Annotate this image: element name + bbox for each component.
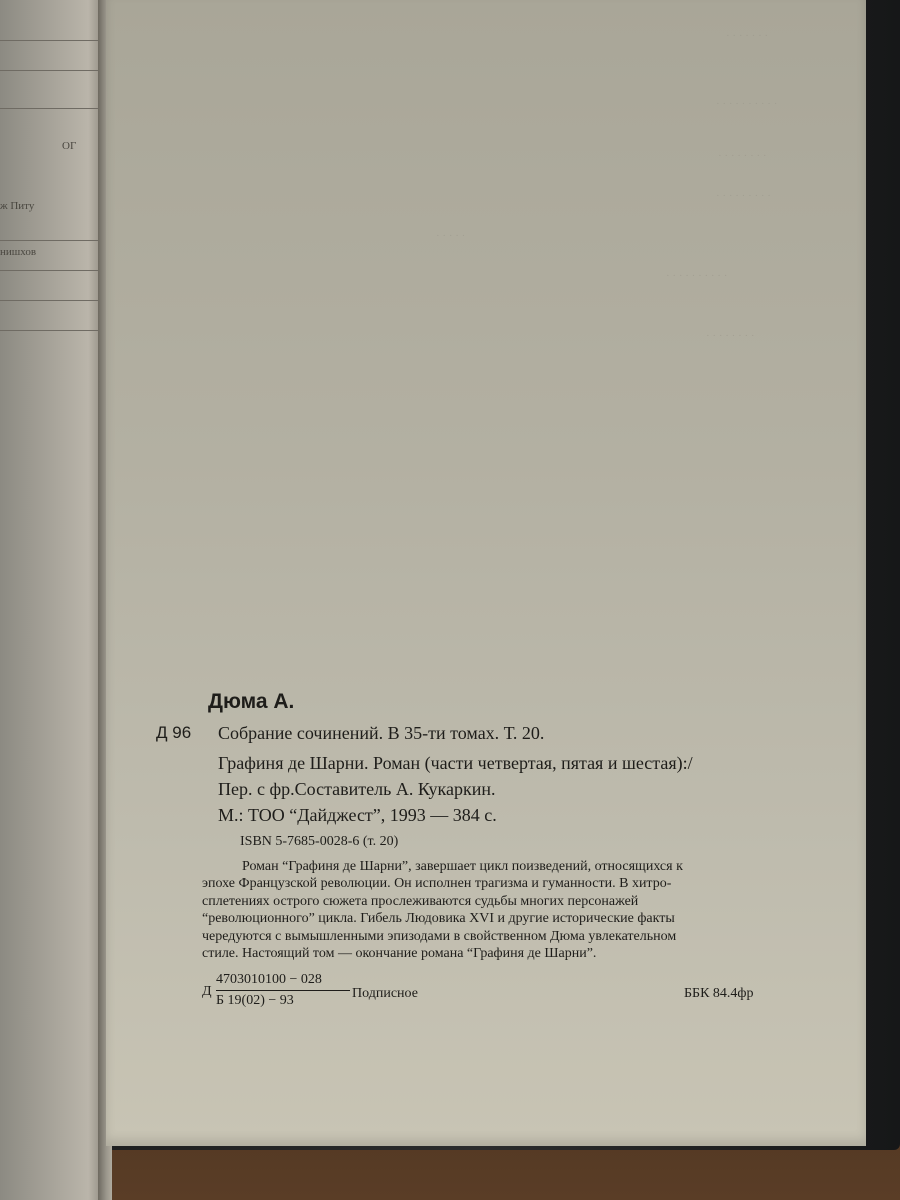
bleed-through-text: · · · · · · · bbox=[726, 30, 769, 42]
fraction-bar bbox=[216, 990, 350, 991]
bibliographic-line: Пер. с фр.Составитель А. Кукаркин. bbox=[218, 779, 496, 799]
abstract-line: сплетениях острого сюжета прослеживаются судьбы многих персонажей bbox=[202, 893, 639, 909]
subscription-label: Подписное bbox=[352, 986, 418, 1001]
page-rule bbox=[0, 70, 104, 71]
bibliographic-line: М.: ТОО “Дайджест”, 1993 — 384 с. bbox=[218, 805, 497, 825]
left-page-fragment: ж Питу bbox=[0, 200, 35, 212]
page-rule bbox=[0, 240, 104, 241]
page-rule bbox=[0, 40, 104, 41]
page-rule bbox=[0, 330, 104, 331]
bleed-through-text: · · · · · bbox=[436, 230, 466, 242]
abstract-line: эпохе Французской революции. Он исполнен трагизма и гуманности. В хитро- bbox=[202, 876, 672, 892]
abstract-line: “революционного” цикла. Гибель Людовика XVI и другие исторические факты bbox=[202, 911, 675, 927]
page-rule bbox=[0, 108, 104, 109]
copyright-page bbox=[106, 0, 866, 1146]
isbn: ISBN 5-7685-0028-6 (т. 20) bbox=[240, 834, 399, 849]
bibliographic-line: Собрание сочинений. В 35-ти томах. Т. 20. bbox=[218, 723, 545, 743]
left-page-fragment: нишхов bbox=[0, 246, 37, 258]
abstract-line: чередуются с вымышленными эпизодами в свойственном Дюма увлекательном bbox=[202, 928, 677, 944]
author-name: Дюма А. bbox=[208, 690, 295, 713]
bbk-code: ББК 84.4фр bbox=[684, 986, 754, 1001]
bleed-through-text: · · · · · · · · · bbox=[716, 190, 771, 202]
abstract bbox=[202, 858, 802, 962]
bibliographic-line: Графиня де Шарни. Роман (части четвертая, пятая и шестая):/ bbox=[218, 753, 693, 773]
bleed-through-text: · · · · · · · · bbox=[718, 150, 767, 162]
abstract-line: стиле. Настоящий том — окончание романа “Графиня де Шарни”. bbox=[202, 946, 597, 962]
page-rule bbox=[0, 270, 104, 271]
abstract-line: Роман “Графиня де Шарни”, завершает цикл поизведений, относящихся к bbox=[242, 859, 683, 874]
bleed-through-text: · · · · · · · · · · bbox=[666, 270, 728, 282]
fraction-numerator: 4703010100 − 028 bbox=[216, 972, 322, 987]
fraction-denominator: Б 19(02) − 93 bbox=[216, 993, 294, 1008]
left-page bbox=[0, 0, 104, 1200]
classification-code: Д 96 bbox=[156, 723, 192, 742]
fraction-prefix: Д bbox=[202, 984, 212, 999]
left-page-fragment: ОГ bbox=[62, 140, 77, 152]
page-rule bbox=[0, 300, 104, 301]
bleed-through-text: · · · · · · · · bbox=[706, 330, 755, 342]
bleed-through-text: · · · · · · · · · · bbox=[716, 98, 778, 110]
